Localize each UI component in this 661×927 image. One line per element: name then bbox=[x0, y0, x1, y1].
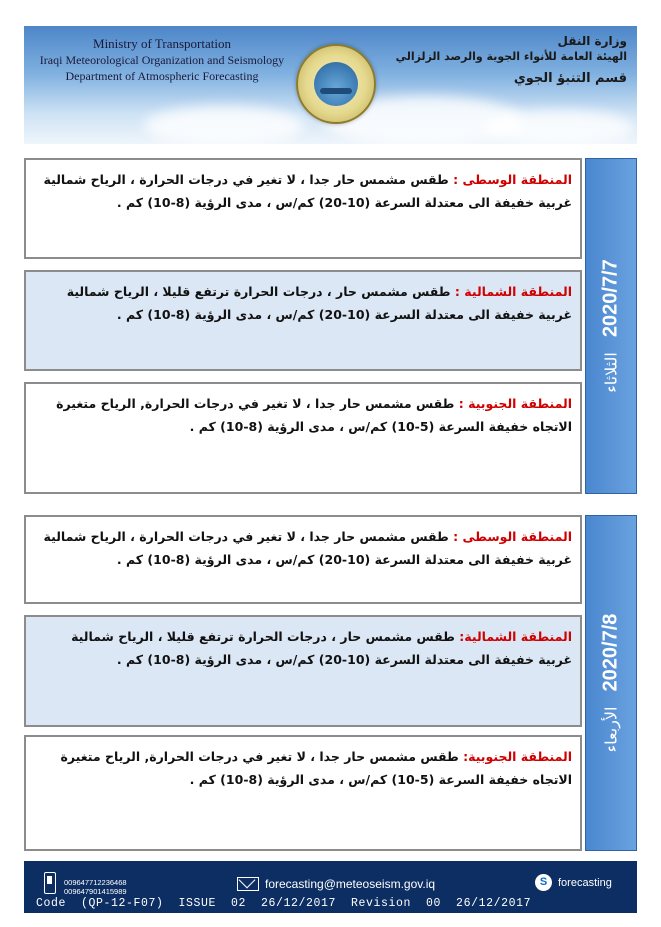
forecast-box-central bbox=[24, 515, 582, 604]
day-name: الثلاثاء bbox=[601, 352, 621, 393]
cloud-decoration bbox=[484, 110, 634, 144]
organization-title-ar: الهيئة العامة للأنواء الجوية والرصد الزلزالي bbox=[395, 50, 627, 63]
region-label: المنطقة الجنوبية : bbox=[458, 396, 572, 411]
region-label: المنطقة الجنوبية: bbox=[463, 749, 572, 764]
logo-globe bbox=[314, 62, 358, 106]
day-date: 2020/7/7 bbox=[599, 259, 622, 338]
forecast-box-north bbox=[24, 270, 582, 371]
forecast-box-south bbox=[24, 735, 582, 851]
english-title-block bbox=[32, 36, 292, 84]
phone-number: 009647901415989 bbox=[64, 887, 127, 896]
region-label: المنطقة الوسطى : bbox=[453, 529, 572, 544]
forecast-text: طقس مشمس حار جدا ، لا تغير في درجات الحرارة ، الرياح شمالية غربية خفيفة الى معتدلة السرعة (10-20) كم/س ، مدى الرؤية (8-10) كم . bbox=[43, 529, 572, 567]
forecast-text: طقس مشمس حار جدا ، لا تغير في درجات الحرارة, الرياح متغيرة الاتجاه خفيفة السرعة (5-10) كم/س ، مدى الرؤية (8-10) كم . bbox=[60, 749, 572, 787]
header-banner bbox=[24, 26, 637, 144]
department-title-en: Department of Atmospheric Forecasting bbox=[65, 69, 259, 83]
forecast-box-central bbox=[24, 158, 582, 259]
day-section bbox=[24, 158, 637, 494]
ministry-title-ar: وزارة النقل bbox=[557, 34, 627, 48]
forecast-text: طقس مشمس حار ، درجات الحرارة ترتفع قليلا ، الرياح شمالية غربية خفيفة الى معتدلة السرعة (10-20) كم/س ، مدى الرؤية (8-10) كم . bbox=[66, 284, 572, 322]
day-label bbox=[600, 614, 623, 753]
region-label: المنطقة الوسطى : bbox=[453, 172, 572, 187]
day-tab bbox=[585, 158, 637, 494]
phone-icon bbox=[44, 872, 56, 894]
email-address[interactable]: forecasting@meteoseism.gov.iq bbox=[265, 877, 436, 891]
forecast-text: طقس مشمس حار ، درجات الحرارة ترتفع قليلا ، الرياح شمالية غربية خفيفة الى معتدلة السرعة (10-20) كم/س ، مدى الرؤية (8-10) كم . bbox=[71, 629, 572, 667]
region-label: المنطقة الشمالية: bbox=[459, 629, 572, 644]
department-title-ar: قسم التنبؤ الجوي bbox=[513, 71, 627, 86]
footer-bar bbox=[24, 861, 637, 913]
forecast-text: طقس مشمس حار جدا ، لا تغير في درجات الحرارة, الرياح متغيرة الاتجاه خفيفة السرعة (5-10) كم/س ، مدى الرؤية (8-10) كم . bbox=[56, 396, 572, 434]
ministry-title-en: Ministry of Transportation bbox=[93, 36, 231, 51]
forecast-text: طقس مشمس حار جدا ، لا تغير في درجات الحرارة ، الرياح شمالية غربية خفيفة الى معتدلة السرعة (10-20) كم/س ، مدى الرؤية (8-10) كم . bbox=[43, 172, 572, 210]
day-name: الأربعاء bbox=[601, 706, 621, 753]
day-tab bbox=[585, 515, 637, 851]
cloud-decoration bbox=[144, 106, 304, 144]
arabic-title-block bbox=[387, 34, 627, 86]
email-icon bbox=[237, 877, 259, 891]
document-code: Code (QP-12-F07) ISSUE 02 26/12/2017 Revision 00 26/12/2017 bbox=[36, 897, 532, 910]
phone-number: 009647712236468 bbox=[64, 878, 127, 887]
organization-title-en: Iraqi Meteorological Organization and Seismology bbox=[39, 53, 285, 67]
day-label bbox=[600, 259, 623, 393]
day-section bbox=[24, 515, 637, 851]
region-label: المنطقة الشمالية : bbox=[454, 284, 572, 299]
skype-handle[interactable]: forecasting bbox=[558, 877, 612, 889]
phone-numbers bbox=[64, 878, 127, 896]
day-date: 2020/7/8 bbox=[599, 613, 622, 692]
logo-wave bbox=[320, 88, 352, 94]
forecast-box-north bbox=[24, 615, 582, 727]
organization-logo bbox=[296, 44, 376, 124]
skype-icon: S bbox=[535, 874, 552, 891]
forecast-box-south bbox=[24, 382, 582, 494]
